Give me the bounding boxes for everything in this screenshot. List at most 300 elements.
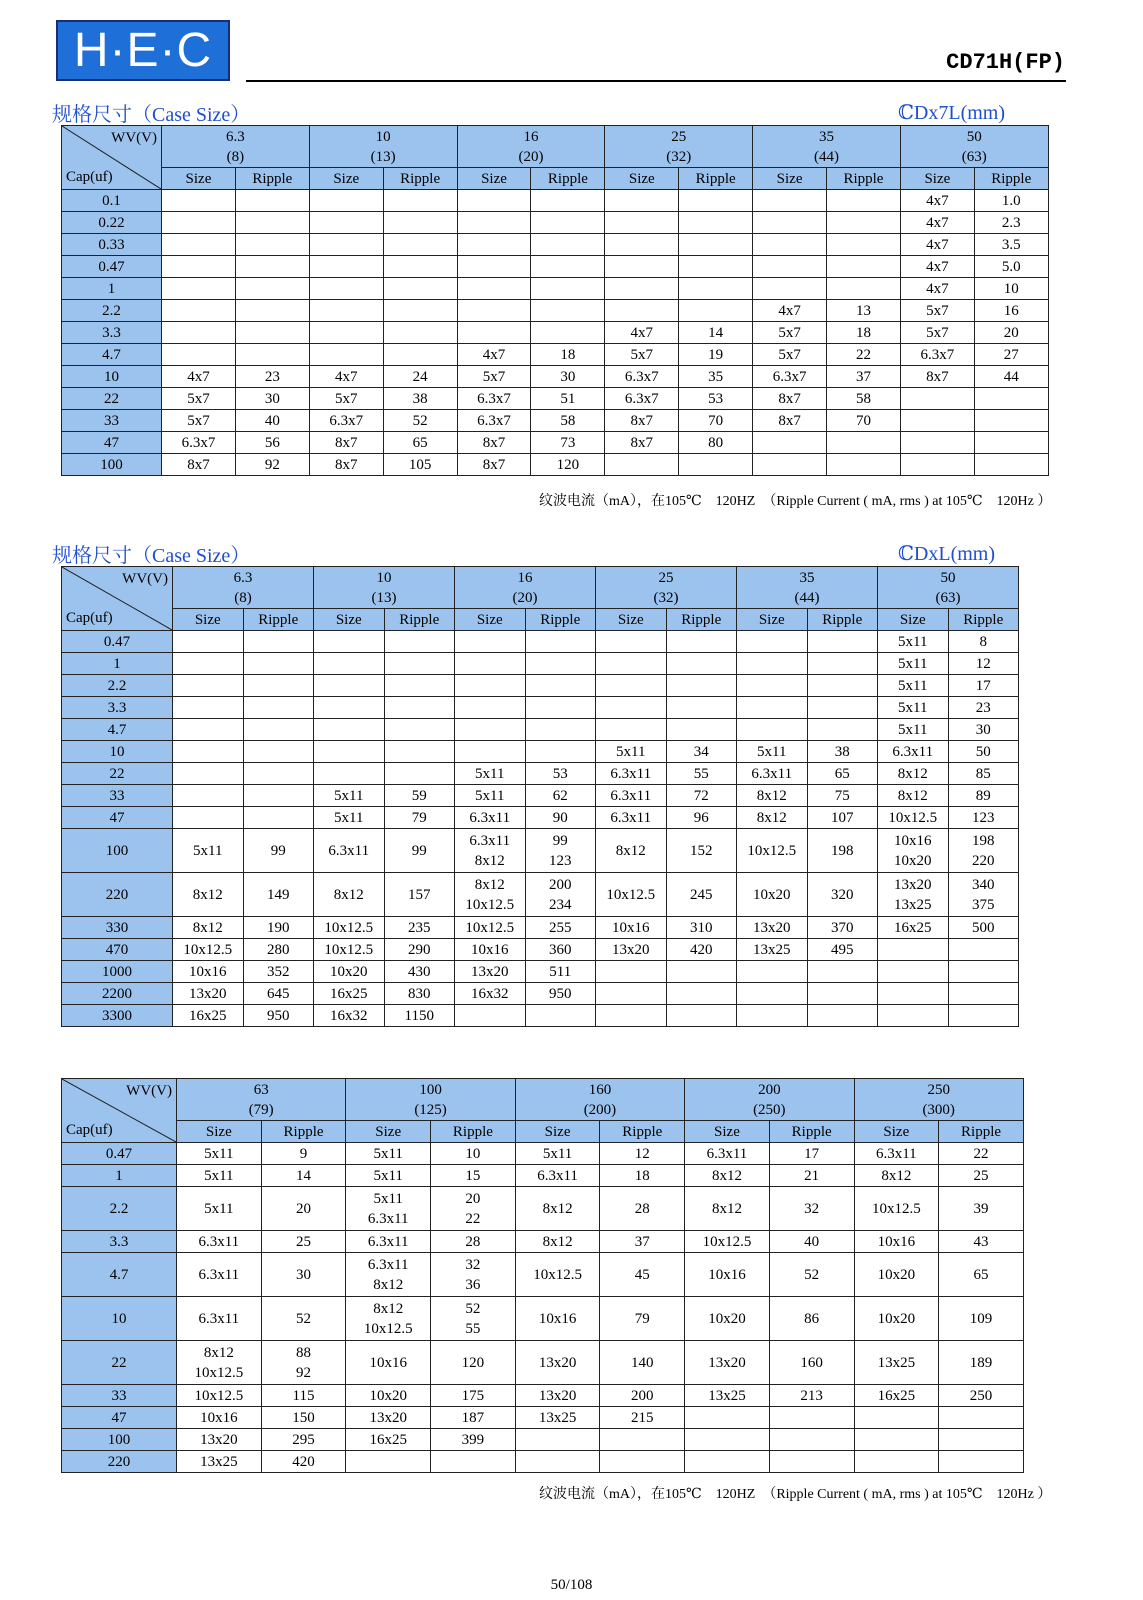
size-cell: 13x20 [173, 983, 244, 1005]
size-cell: 10x12.5 [878, 807, 949, 829]
ripple-cell: 52 [769, 1253, 854, 1297]
table-row [62, 1297, 1024, 1341]
table-row [62, 1385, 1024, 1407]
size-cell: 5x7 [753, 322, 827, 344]
ripple-cell: 58 [531, 410, 605, 432]
size-cell [173, 763, 244, 785]
ripple-cell: 200 234 [525, 873, 596, 917]
ripple-cell: 420 [261, 1451, 346, 1473]
ripple-cell [974, 388, 1048, 410]
ripple-cell [243, 653, 314, 675]
size-cell [878, 983, 949, 1005]
surge-voltage: (20) [518, 148, 544, 165]
table-row [62, 1253, 1024, 1297]
ripple-cell [807, 961, 878, 983]
size-cell: 4x7 [900, 256, 974, 278]
surge-voltage: (20) [512, 589, 538, 606]
size-column-header: Size [455, 609, 526, 631]
size-cell: 10x12.5 [596, 873, 667, 917]
ripple-cell: 360 [525, 939, 596, 961]
ripple-cell: 23 [948, 697, 1019, 719]
capacitance-cell: 10 [62, 741, 173, 763]
table-row [62, 256, 1049, 278]
ripple-cell: 70 [827, 410, 901, 432]
size-cell: 4x7 [900, 212, 974, 234]
ripple-cell [807, 675, 878, 697]
ripple-cell: 86 [769, 1297, 854, 1341]
wv-label: WV(V) [126, 1083, 172, 1099]
size-column-header: Size [162, 168, 236, 190]
size-cell: 6.3x11 [314, 829, 385, 873]
table-row [62, 1429, 1024, 1451]
ripple-column-header: Ripple [431, 1121, 516, 1143]
ripple-column-header: Ripple [600, 1121, 685, 1143]
size-cell: 13x20 [177, 1429, 262, 1451]
size-cell: 6.3x7 [605, 388, 679, 410]
size-cell: 5x11 [596, 741, 667, 763]
ripple-column-header: Ripple [243, 609, 314, 631]
ripple-cell: 52 [383, 410, 457, 432]
ripple-cell [384, 719, 455, 741]
size-cell: 10x12.5 [515, 1253, 600, 1297]
ripple-cell [243, 631, 314, 653]
ripple-note-1: 纹波电流（mA），在105℃ 120HZ （Ripple Current ( mA, rms ) at 105℃ 120Hz ） [539, 494, 1052, 509]
size-cell [173, 719, 244, 741]
size-cell: 8x12 [685, 1165, 770, 1187]
ripple-cell: 150 [261, 1407, 346, 1429]
ripple-cell: 149 [243, 873, 314, 917]
cap-label: Cap(uf) [66, 169, 113, 185]
size-cell [605, 256, 679, 278]
size-cell: 10x16 [515, 1297, 600, 1341]
capacitance-cell: 220 [62, 1451, 177, 1473]
ripple-cell: 45 [600, 1253, 685, 1297]
ripple-cell: 420 [666, 939, 737, 961]
size-cell [515, 1429, 600, 1451]
ripple-cell [384, 697, 455, 719]
ripple-cell [679, 300, 753, 322]
surge-voltage: (200) [583, 1101, 617, 1118]
ripple-cell: 399 [431, 1429, 516, 1451]
size-cell: 5x7 [162, 388, 236, 410]
size-cell [314, 741, 385, 763]
ripple-cell: 38 [807, 741, 878, 763]
size-cell: 10x16 [346, 1341, 431, 1385]
capacitance-cell: 47 [62, 432, 162, 454]
size-column-header: Size [596, 609, 667, 631]
ripple-cell: 645 [243, 983, 314, 1005]
size-cell [596, 983, 667, 1005]
ripple-cell: 22 [827, 344, 901, 366]
ripple-cell: 18 [600, 1165, 685, 1187]
ripple-cell [525, 697, 596, 719]
size-column-header: Size [854, 1121, 939, 1143]
capacitance-cell: 4.7 [62, 719, 173, 741]
size-cell: 6.3x11 [455, 807, 526, 829]
size-column-header: Size [309, 168, 383, 190]
size-cell [314, 675, 385, 697]
ripple-cell: 160 [769, 1341, 854, 1385]
size-cell: 5x11 6.3x11 [346, 1187, 431, 1231]
ripple-cell [666, 719, 737, 741]
table-row [62, 1451, 1024, 1473]
size-cell [596, 961, 667, 983]
size-cell: 13x20 [515, 1341, 600, 1385]
ripple-cell [383, 300, 457, 322]
ripple-cell [600, 1429, 685, 1451]
table-row [62, 388, 1049, 410]
size-cell: 10x12.5 [854, 1187, 939, 1231]
ripple-cell: 245 [666, 873, 737, 917]
ripple-cell: 5.0 [974, 256, 1048, 278]
size-cell: 8x7 [605, 432, 679, 454]
ripple-cell: 32 36 [431, 1253, 516, 1297]
ripple-cell: 12 [600, 1143, 685, 1165]
size-cell: 6.3x7 [605, 366, 679, 388]
size-cell [457, 256, 531, 278]
rated-voltage: 6.3 [233, 569, 253, 586]
ripple-cell: 14 [261, 1165, 346, 1187]
size-cell [309, 278, 383, 300]
table-row [62, 1231, 1024, 1253]
size-cell: 5x11 [346, 1143, 431, 1165]
capacitance-cell: 220 [62, 873, 173, 917]
ripple-cell: 2.3 [974, 212, 1048, 234]
size-cell: 5x11 [878, 631, 949, 653]
ripple-cell: 30 [235, 388, 309, 410]
ripple-cell [827, 256, 901, 278]
size-cell: 10x16 [455, 939, 526, 961]
ripple-cell: 70 [679, 410, 753, 432]
capacitance-cell: 22 [62, 388, 162, 410]
size-cell: 6.3x11 [177, 1297, 262, 1341]
size-cell: 13x20 [737, 917, 808, 939]
ripple-cell [383, 278, 457, 300]
ripple-cell: 22 [939, 1143, 1024, 1165]
ripple-cell [666, 675, 737, 697]
size-cell [737, 961, 808, 983]
ripple-cell [827, 212, 901, 234]
surge-voltage: (300) [922, 1101, 955, 1118]
size-cell [455, 741, 526, 763]
ripple-cell [383, 256, 457, 278]
size-cell [596, 719, 667, 741]
ripple-cell [235, 190, 309, 212]
size-cell: 8x12 [515, 1231, 600, 1253]
capacitance-cell: 47 [62, 807, 173, 829]
size-cell [162, 234, 236, 256]
ripple-cell: 10 [974, 278, 1048, 300]
size-cell: 5x7 [900, 322, 974, 344]
table-row [62, 1143, 1024, 1165]
voltage-header [346, 1079, 515, 1121]
ripple-cell: 79 [600, 1297, 685, 1341]
surge-voltage: (250) [753, 1101, 786, 1118]
ripple-column-header: Ripple [384, 609, 455, 631]
voltage-header [605, 126, 753, 168]
table-row [62, 697, 1019, 719]
table-row [62, 410, 1049, 432]
size-cell [685, 1407, 770, 1429]
size-column-header: Size [515, 1121, 600, 1143]
size-cell [173, 785, 244, 807]
ripple-cell: 950 [525, 983, 596, 1005]
capacitance-cell: 4.7 [62, 344, 162, 366]
ripple-cell: 200 [600, 1385, 685, 1407]
size-cell: 6.3x11 [878, 741, 949, 763]
table-row [62, 432, 1049, 454]
size-cell [737, 675, 808, 697]
size-cell: 5x11 [878, 653, 949, 675]
size-cell: 10x12.5 [177, 1385, 262, 1407]
ripple-column-header: Ripple [827, 168, 901, 190]
ripple-column-header: Ripple [235, 168, 309, 190]
ripple-cell: 18 [531, 344, 605, 366]
surge-voltage: (32) [666, 148, 692, 165]
rated-voltage: 100 [419, 1081, 442, 1098]
ripple-cell [525, 631, 596, 653]
ripple-cell [679, 256, 753, 278]
size-cell [900, 432, 974, 454]
voltage-header [177, 1079, 346, 1121]
size-column-header: Size [753, 168, 827, 190]
size-cell: 10x20 [685, 1297, 770, 1341]
size-cell [455, 631, 526, 653]
ripple-cell [679, 454, 753, 476]
voltage-header [173, 567, 314, 609]
table-row [62, 785, 1019, 807]
rated-voltage: 160 [588, 1081, 612, 1098]
capacitance-cell: 3.3 [62, 697, 173, 719]
size-cell: 13x25 [515, 1407, 600, 1429]
size-column-header: Size [605, 168, 679, 190]
capacitance-cell: 470 [62, 939, 173, 961]
table-row [62, 234, 1049, 256]
model-number: CD71H(FP) [946, 50, 1065, 75]
size-cell: 8x7 [309, 454, 383, 476]
ripple-cell [243, 785, 314, 807]
ripple-column-header: Ripple [261, 1121, 346, 1143]
voltage-header [900, 126, 1048, 168]
ripple-cell: 23 [235, 366, 309, 388]
size-cell [737, 631, 808, 653]
ripple-cell [531, 190, 605, 212]
ripple-cell: 56 [235, 432, 309, 454]
table-row [62, 917, 1019, 939]
size-cell [173, 807, 244, 829]
ripple-cell: 25 [939, 1165, 1024, 1187]
ripple-cell [769, 1429, 854, 1451]
size-cell [309, 344, 383, 366]
size-cell [314, 697, 385, 719]
capacitance-cell: 2.2 [62, 1187, 177, 1231]
size-cell: 16x32 [314, 1005, 385, 1027]
size-cell [737, 653, 808, 675]
size-cell [737, 983, 808, 1005]
size-cell [457, 234, 531, 256]
size-cell: 10x20 [314, 961, 385, 983]
capacitance-cell: 1 [62, 1165, 177, 1187]
ripple-cell [666, 631, 737, 653]
voltage-header [314, 567, 455, 609]
ripple-cell [807, 983, 878, 1005]
ripple-cell [807, 719, 878, 741]
size-cell: 16x25 [854, 1385, 939, 1407]
size-cell: 8x7 [457, 432, 531, 454]
ripple-cell [525, 741, 596, 763]
size-cell [605, 454, 679, 476]
ripple-cell [383, 234, 457, 256]
size-cell [753, 212, 827, 234]
size-cell [173, 741, 244, 763]
size-cell: 8x7 [162, 454, 236, 476]
size-cell: 4x7 [753, 300, 827, 322]
surge-voltage: (44) [814, 148, 840, 165]
size-cell [162, 278, 236, 300]
size-cell: 6.3x11 [515, 1165, 600, 1187]
size-column-header: Size [457, 168, 531, 190]
ripple-cell: 99 123 [525, 829, 596, 873]
size-cell: 6.3x7 [753, 366, 827, 388]
size-cell: 10x16 [685, 1253, 770, 1297]
ripple-cell: 10 [431, 1143, 516, 1165]
size-cell: 6.3x11 [854, 1143, 939, 1165]
header-corner-cell [62, 126, 162, 190]
size-cell: 8x12 10x12.5 [346, 1297, 431, 1341]
size-cell [515, 1451, 600, 1473]
size-cell [162, 212, 236, 234]
capacitance-cell: 2.2 [62, 675, 173, 697]
size-cell: 5x11 [878, 675, 949, 697]
cap-label: Cap(uf) [66, 1122, 113, 1138]
size-cell: 6.3x11 8x12 [346, 1253, 431, 1297]
size-cell [753, 454, 827, 476]
rated-voltage: 50 [940, 569, 956, 586]
size-cell [753, 256, 827, 278]
ripple-cell: 14 [679, 322, 753, 344]
rated-voltage: 35 [799, 569, 815, 586]
size-cell: 5x11 [177, 1143, 262, 1165]
size-cell: 6.3x11 [737, 763, 808, 785]
size-cell [309, 256, 383, 278]
capacitance-cell: 0.47 [62, 256, 162, 278]
ripple-cell: 20 [261, 1187, 346, 1231]
size-cell [878, 939, 949, 961]
ripple-cell: 3.5 [974, 234, 1048, 256]
size-cell: 8x12 [878, 785, 949, 807]
size-cell [900, 410, 974, 432]
size-cell [455, 1005, 526, 1027]
table-row [62, 1187, 1024, 1231]
size-cell: 4x7 [900, 278, 974, 300]
ripple-column-header: Ripple [948, 609, 1019, 631]
size-cell: 16x32 [455, 983, 526, 1005]
table-row [62, 1341, 1024, 1385]
size-cell [685, 1451, 770, 1473]
capacitance-cell: 2.2 [62, 300, 162, 322]
ripple-cell [235, 234, 309, 256]
size-cell: 8x12 [685, 1187, 770, 1231]
ripple-cell [666, 983, 737, 1005]
size-cell [737, 719, 808, 741]
ripple-cell [769, 1407, 854, 1429]
size-cell: 6.3x11 [177, 1253, 262, 1297]
ripple-cell: 105 [383, 454, 457, 476]
ripple-cell [827, 234, 901, 256]
ripple-cell [807, 1005, 878, 1027]
size-cell [309, 234, 383, 256]
size-cell: 13x20 [455, 961, 526, 983]
ripple-column-header: Ripple [679, 168, 753, 190]
ripple-cell: 115 [261, 1385, 346, 1407]
ripple-cell: 21 [769, 1165, 854, 1187]
size-cell: 10x20 [737, 873, 808, 917]
capacitance-cell: 330 [62, 917, 173, 939]
size-cell: 5x11 [346, 1165, 431, 1187]
table-row [62, 1005, 1019, 1027]
capacitance-cell: 3.3 [62, 1231, 177, 1253]
size-cell: 13x25 [177, 1451, 262, 1473]
rated-voltage: 50 [966, 128, 982, 145]
size-cell: 8x7 [753, 410, 827, 432]
size-cell: 10x20 [854, 1297, 939, 1341]
ripple-cell: 430 [384, 961, 455, 983]
size-column-header: Size [346, 1121, 431, 1143]
table-row [62, 675, 1019, 697]
ripple-cell: 12 [948, 653, 1019, 675]
ripple-cell: 20 [974, 322, 1048, 344]
table-row [62, 653, 1019, 675]
size-cell: 13x20 [596, 939, 667, 961]
ripple-cell: 37 [827, 366, 901, 388]
size-cell: 6.3x7 [309, 410, 383, 432]
ripple-cell: 96 [666, 807, 737, 829]
ripple-cell: 58 [827, 388, 901, 410]
capacitance-cell: 100 [62, 454, 162, 476]
ripple-cell [948, 961, 1019, 983]
size-cell: 8x12 10x12.5 [455, 873, 526, 917]
ripple-cell: 85 [948, 763, 1019, 785]
ripple-cell: 175 [431, 1385, 516, 1407]
size-cell: 13x25 [737, 939, 808, 961]
table-row [62, 212, 1049, 234]
ripple-cell: 15 [431, 1165, 516, 1187]
ripple-cell [235, 256, 309, 278]
table-row [62, 829, 1019, 873]
ripple-cell: 123 [948, 807, 1019, 829]
ripple-cell [948, 939, 1019, 961]
size-cell [605, 190, 679, 212]
size-cell [309, 212, 383, 234]
ripple-cell: 73 [531, 432, 605, 454]
ripple-cell [243, 763, 314, 785]
ripple-cell [827, 278, 901, 300]
voltage-header [455, 567, 596, 609]
ripple-cell: 27 [974, 344, 1048, 366]
ripple-cell: 39 [939, 1187, 1024, 1231]
voltage-header [878, 567, 1019, 609]
size-cell: 5x11 [515, 1143, 600, 1165]
ripple-cell [384, 653, 455, 675]
size-cell: 5x7 [457, 366, 531, 388]
ripple-cell: 17 [948, 675, 1019, 697]
ripple-cell: 950 [243, 1005, 314, 1027]
size-cell: 5x11 [455, 763, 526, 785]
table-row [62, 1407, 1024, 1429]
size-cell: 8x7 [900, 366, 974, 388]
ripple-cell: 198 [807, 829, 878, 873]
ripple-cell [531, 300, 605, 322]
